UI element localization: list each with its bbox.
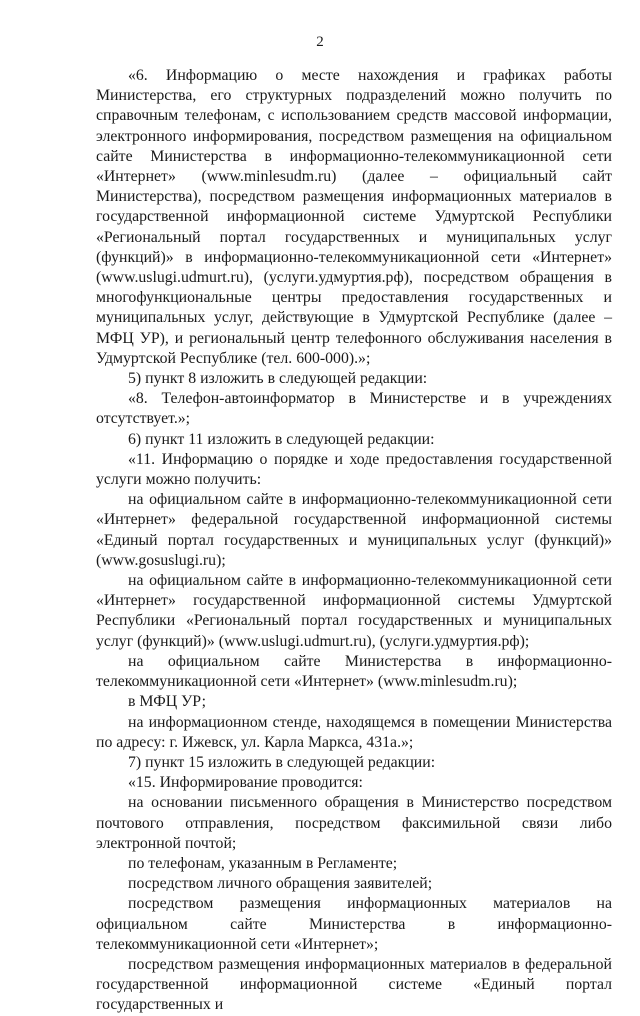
paragraph: 6) пункт 11 изложить в следующей редакции:: [128, 430, 435, 448]
paragraph: в МФЦ УР;: [128, 693, 207, 711]
paragraph: 7) пункт 15 изложить в следующей редакции:: [128, 753, 436, 771]
paragraph: «11. Информацию о порядке и ходе предоставления государственной услуги можно получить:: [96, 450, 612, 489]
paragraph: «8. Телефон-автоинформатор в Министерстве и в учреждениях отсутствует.»;: [96, 390, 612, 428]
paragraph: посредством размещения информационных материалов в федеральной государственной информационной системе «Единый портал государственных и: [96, 955, 612, 1014]
paragraph: на официальном сайте в информационно-телекоммуникационной сети «Интернет» федеральной государственной информационной системы «Единый портал государственных и муниципальных услуг (функций)» (www.gosuslugi.ru);: [96, 491, 612, 569]
paragraph: 5) пункт 8 изложить в следующей редакции:: [128, 370, 428, 388]
page-number: 2: [316, 34, 324, 50]
paragraph: «6. Информацию о месте нахождения и графиках работы Министерства, его структурных подразделений можно получить по справочным телефонам, с использованием средств массовой информации, электронного информирования, посредством размещения на официальном сайте Министерства в информационно-телекоммуникационной сети «Интернет» (www.minlesudm.ru) (далее – официальный сайт Министерства), посредством размещения информационных материалов в государственной информационной системе Удмуртской Республики «Региональный портал государственных и муниципальных услуг (функций)» в информационно-телекоммуникационной сети «Интернет» (www.uslugi.udmurt.ru), (услуги.удмуртия.рф), посредством обращения в многофункциональные центры предоставления государственных и муниципальных услуг, действующие в Удмуртской Республике (далее – МФЦ УР), и региональный центр телефонного обслуживания населения в Удмуртской Республике (тел. 600-000).»;: [96, 67, 612, 367]
paragraph: посредством размещения информационных материалов на официальном сайте Министерства в информационно-телекоммуникационной сети «Интернет»;: [96, 895, 612, 953]
paragraph: на информационном стенде, находящемся в помещении Министерства по адресу: г. Ижевск, ул. Карла Маркса, 431а.»;: [96, 713, 612, 751]
paragraph: «15. Информирование проводится:: [128, 774, 363, 792]
paragraph: по телефонам, указанным в Регламенте;: [128, 854, 398, 872]
paragraph: на официальном сайте в информационно-телекоммуникационной сети «Интернет» государственной информационной системы Удмуртской Республики «Региональный портал государственных и муниципальных услуг (функций)» (www.uslugi.udmurt.ru), (услуги.удмуртия.рф);: [96, 572, 612, 650]
paragraph: на основании письменного обращения в Министерство посредством почтового отправления, посредством факсимильной связи либо электронной почтой;: [96, 794, 612, 852]
document-body: [96, 66, 612, 1016]
paragraph: на официальном сайте Министерства в информационно-телекоммуникационной сети «Интернет» (www.minlesudm.ru);: [96, 652, 612, 691]
paragraph: посредством личного обращения заявителей;: [128, 875, 433, 893]
